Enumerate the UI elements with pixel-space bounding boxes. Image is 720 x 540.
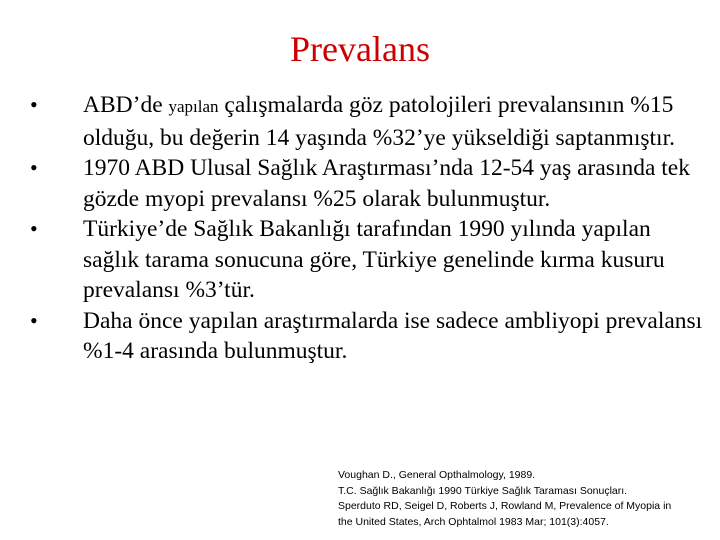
- bullet-text-part: çalışmalarda göz patolojileri prevalansının %15 olduğu, bu değerin 14 yaşında %32’ye yükseldiği saptanmıştır.: [83, 92, 675, 151]
- bullet-marker: •: [30, 307, 38, 333]
- references: [338, 468, 720, 530]
- reference-line: the United States, Arch Ophtalmol 1983 Mar; 101(3):4057.: [338, 515, 609, 528]
- bullet-item: [30, 90, 710, 153]
- bullet-list: [30, 90, 710, 367]
- bullet-marker: •: [30, 155, 38, 180]
- slide-title: Prevalans: [290, 29, 430, 69]
- bullet-item: [30, 306, 710, 367]
- bullet-text-small: yapılan: [168, 97, 219, 116]
- bullet-marker: •: [30, 92, 38, 117]
- bullet-text: [83, 92, 675, 151]
- reference-line: Voughan D., General Opthalmology, 1989.: [338, 469, 536, 481]
- bullet-text-part: ABD’de: [83, 92, 169, 118]
- reference-line: Sperduto RD, Seigel D, Roberts J, Rowland M, Prevalence of Myopia in: [338, 500, 672, 512]
- bullet-item: [30, 153, 710, 214]
- reference-line: T.C. Sağlık Bakanlığı 1990 Türkiye Sağlık Taraması Sonuçları.: [338, 484, 628, 497]
- bullet-text: Türkiye’de Sağlık Bakanlığı tarafından 1990 yılında yapılan sağlık tarama sonucuna göre, Türkiye genelinde kırma kusuru prevalansı %3’tür.: [83, 216, 665, 303]
- bullet-marker: •: [30, 216, 38, 241]
- bullet-item: [30, 214, 710, 306]
- bullet-text: Daha önce yapılan araştırmalarda ise sadece ambliyopi prevalansı %1-4 arasında bulunmuştur.: [83, 307, 703, 364]
- bullet-text: 1970 ABD Ulusal Sağlık Araştırması’nda 12-54 yaş arasında tek gözde myopi prevalansı %25 olarak bulunmuştur.: [83, 155, 690, 212]
